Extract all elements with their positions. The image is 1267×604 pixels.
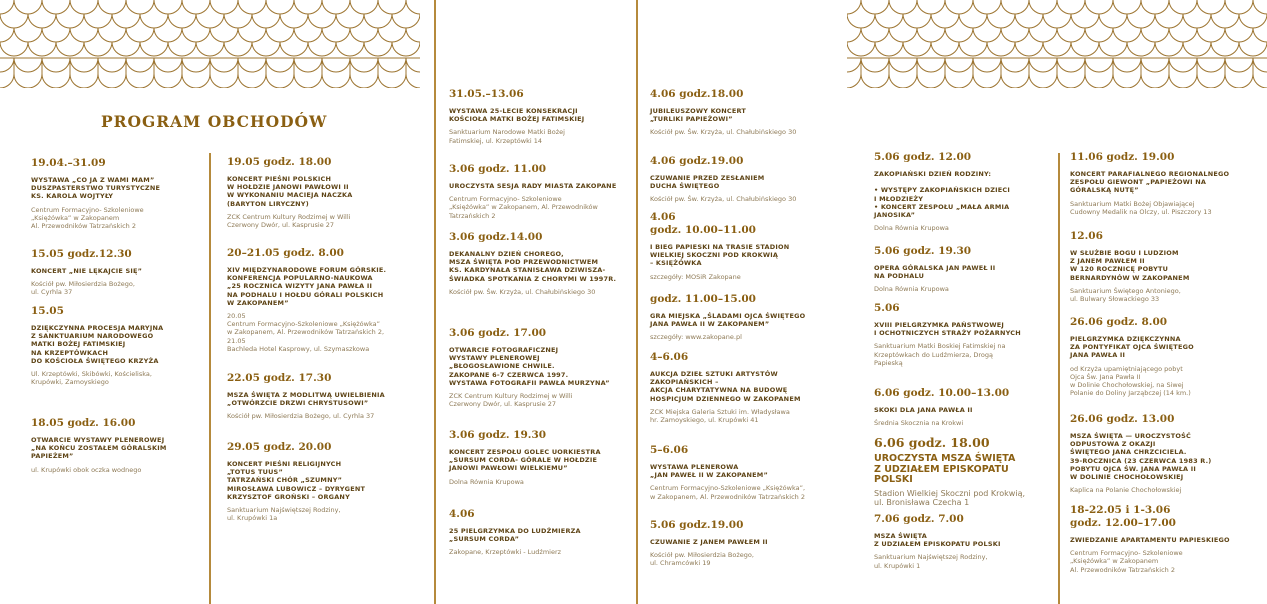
event-entry bbox=[650, 155, 850, 204]
event-date: 26.06 godz. 8.00 bbox=[1070, 316, 1168, 328]
event-date: 26.06 godz. 13.00 bbox=[1070, 413, 1175, 425]
event-date: 20–21.05 godz. 8.00 bbox=[227, 247, 344, 259]
event-place: Centrum Formacyjno-Szkoleniowe „Księżówka”, w Zakopanem, Al. Przewodników Tatrzańskich 2 bbox=[650, 484, 806, 501]
event-entry bbox=[650, 519, 850, 568]
event-place: Kościół pw. Miłosierdzia Bożego, ul. Cyrhla 37 bbox=[227, 412, 375, 421]
event-date: 6.06 godz. 18.00 bbox=[874, 435, 990, 450]
event-title: WYSTAWA PLENEROWA „JAN PAWEŁ II W ZAKOPANEM” bbox=[650, 463, 768, 480]
event-date: 3.06 godz. 19.30 bbox=[449, 429, 547, 441]
event-place: Stadion Wielkiej Skoczni pod Krokwią, ul. Bronisława Czecha 1 bbox=[874, 488, 1026, 507]
event-date: 29.05 godz. 20.00 bbox=[227, 441, 332, 453]
event-title: ZAKOPIAŃSKI DZIEŃ RODZINY: • WYSTĘPY ZAKOPIAŃSKICH DZIECI I MŁODZIEŻY • KONCERT ZESPOŁU „MAŁA ARMIA JANOSIKA” bbox=[874, 170, 1011, 220]
event-date: 18.05 godz. 16.00 bbox=[31, 417, 136, 429]
event-place: Sanktuarium Najświętszej Rodziny, ul. Krupówki 1 bbox=[874, 553, 988, 570]
event-entry bbox=[874, 302, 1054, 367]
event-entry bbox=[874, 151, 1054, 232]
event-entry bbox=[449, 163, 634, 220]
event-place: Kościół pw. Św. Krzyża, ul. Chałubińskiego 30 bbox=[650, 128, 797, 137]
event-title: OTWARCIE FOTOGRAFICZNEJ WYSTAWY PLENEROWEJ „BŁOGOSŁAWIONE CHWILE. ZAKOPANE 6-7 CZERWCA 1997. WYSTAWA FOTOGRAFII PAWŁA MURZYNA” bbox=[449, 346, 610, 387]
event-date: 5.06 bbox=[874, 302, 900, 314]
event-date: 5.06 godz.19.00 bbox=[650, 519, 744, 531]
event-entry bbox=[874, 245, 1054, 294]
event-entry bbox=[449, 231, 634, 296]
event-entry bbox=[650, 444, 850, 501]
event-title: KONCERT ZESPOŁU GOLEC UORKIESTRA „SURSUM CORDA- GÓRALE W HOŁDZIE JANOWI PAWŁOWI WIELKIEMU” bbox=[449, 448, 601, 473]
event-title: WYSTAWA 25-LECIE KONSEKRACJI KOŚCIOŁA MATKI BOŻEJ FATIMSKIEJ bbox=[449, 107, 585, 124]
event-title: DEKANALNY DZIEŃ CHOREGO, MSZA ŚWIĘTA POD PRZEWODNICTWEM KS. KARDYNAŁA STANISŁAWA DZIWISZA- ŚWIADKA SPOTKANIA Z CHORYMI W 1997R. bbox=[449, 250, 617, 283]
event-title: GRA MIEJSKA „ŚLADAMI OJCA ŚWIĘTEGO JANA PAWŁA II W ZAKOPANEM” bbox=[650, 312, 806, 329]
divider bbox=[636, 0, 638, 604]
event-title: I BIEG PAPIESKI NA TRASIE STADION WIELKIEJ SKOCZNI POD KROKWIĄ – KSIĘŻÓWKA bbox=[650, 243, 790, 268]
event-entry bbox=[874, 513, 1054, 570]
event-entry bbox=[449, 508, 634, 557]
event-place: Sanktuarium Matki Boskiej Fatimskiej na Krzeptówkach do Ludźmierza, Drogą Papieską bbox=[874, 342, 1006, 367]
event-place: Kościół pw. Miłosierdzia Bożego, ul. Chramcówki 19 bbox=[650, 551, 754, 568]
event-entry bbox=[31, 417, 206, 474]
event-entry bbox=[449, 429, 634, 486]
event-title: AUKCJA DZIEŁ SZTUKI ARTYSTÓW ZAKOPIAŃSKICH – AKCJA CHARYTATYWNA NA BUDOWĘ HOSPICJUM DZIENNEGO W ZAKOPANEM bbox=[650, 370, 801, 403]
event-place: Średnia Skocznia na Krokwi bbox=[874, 419, 964, 428]
event-title: MSZA ŚWIĘTA Z UDZIAŁEM EPISKOPATU POLSKI bbox=[874, 532, 1001, 549]
event-entry bbox=[1070, 316, 1265, 397]
event-title: OPERA GÓRALSKA JAN PAWEŁ II NA PODHALU bbox=[874, 264, 996, 281]
event-date: 5–6.06 bbox=[650, 444, 689, 456]
event-place: Centrum Formacyjno- Szkoleniowe „Księżówka” w Zakopanem Al. Przewodników Tatrzańskich 2 bbox=[31, 205, 144, 231]
event-date: 4.06 godz.19.00 bbox=[650, 155, 744, 167]
event-title: XIV MIĘDZYNARODOWE FORUM GÓRSKIE. KONFERENCJA POPULARNO-NAUKOWA „25 ROCZNICA WIZYTY JANA PAWŁA II NA PODHALU I HOŁDU GÓRALI POLSKICH W ZAKOPANEM” bbox=[227, 266, 387, 307]
event-place: szczegóły: MOSiR Zakopane bbox=[650, 272, 741, 281]
event-title: MSZA ŚWIĘTA — UROCZYSTOŚĆ ODPUSTOWA Z OKAZJI ŚWIĘTEGO JANA CHRZCICIELA. 39-ROCZNICA (23 CZERWCA 1983 R.) POBYTU OJCA ŚW. JANA PAWŁA II W DOLINIE CHOCHOŁOWSKIEJ bbox=[1070, 432, 1212, 482]
event-date: godz. 11.00–15.00 bbox=[650, 293, 756, 305]
event-title: W SŁUŻBIE BOGU I LUDZIOM Z JANEM PAWŁEM II W 120 ROCZNICĘ POBYTU BERNARDYNÓW W ZAKOPANEM bbox=[1070, 249, 1190, 282]
event-place: Centrum Formacyjno- Szkoleniowe „Księżówka” w Zakopanem Al. Przewodników Tatrzańskich 2 bbox=[1070, 549, 1183, 574]
event-place: od Krzyża upamiętniającego pobyt Ojca Św. Jana Pawła II w Dolinie Chochołowskiej, na Siwej Polanie do Doliny Jarząbczej (14 km.) bbox=[1070, 364, 1191, 398]
page-title: PROGRAM OBCHODÓW bbox=[101, 112, 328, 131]
event-entry bbox=[874, 387, 1054, 427]
event-place: Dolna Równia Krupowa bbox=[874, 224, 949, 233]
event-place: Sanktuarium Najświętszej Rodziny, ul. Krupówki 1a bbox=[227, 506, 341, 523]
event-entry bbox=[227, 156, 432, 229]
event-title: UROCZYSTA MSZA ŚWIĘTA Z UDZIAŁEM EPISKOPATU POLSKI bbox=[874, 453, 1016, 485]
event-date: 3.06 godz. 17.00 bbox=[449, 327, 547, 339]
event-place: Centrum Formacyjno- Szkoleniowe „Księżówka” w Zakopanem, Al. Przewodników Tatrzańskich 2 bbox=[449, 195, 598, 220]
event-date: 15.05 bbox=[31, 305, 64, 317]
event-entry bbox=[227, 441, 432, 522]
event-entry bbox=[1070, 413, 1265, 494]
event-place: Kościół pw. Św. Krzyża, ul. Chałubińskiego 30 bbox=[449, 287, 596, 296]
program-column-6 bbox=[1070, 0, 1265, 604]
event-title: JUBILEUSZOWY KONCERT „TURLIKI PAPIEŻOWI” bbox=[650, 107, 747, 124]
event-entry bbox=[650, 211, 850, 281]
program-column-2 bbox=[227, 0, 432, 604]
event-title: CZUWANIE PRZED ZESŁANIEM DUCHA ŚWIĘTEGO bbox=[650, 174, 765, 191]
event-time: godz. 10.00–11.00 bbox=[650, 224, 756, 236]
event-place: ZCK Centrum Kultury Rodzimej w Willi Czerwony Dwór, ul. Kasprusie 27 bbox=[449, 392, 573, 409]
event-place: Kościół pw. Miłosierdzia Bożego, ul. Cyrhla 37 bbox=[31, 280, 135, 297]
event-date: 22.05 godz. 17.30 bbox=[227, 372, 332, 384]
event-entry bbox=[1070, 504, 1265, 574]
event-title: MSZA ŚWIĘTA Z MODLITWĄ UWIELBIENIA „OTWÓRZCIE DRZWI CHRYSTUSOWI” bbox=[227, 391, 385, 408]
event-place: Dolna Równia Krupowa bbox=[874, 285, 949, 294]
event-date: 4.06 bbox=[650, 211, 676, 223]
event-place: Sanktuarium Matki Bożej Objawiającej Cudowny Medalik na Olczy, ul. Piszczory 13 bbox=[1070, 199, 1212, 216]
event-date: 4–6.06 bbox=[650, 351, 689, 363]
event-entry bbox=[874, 435, 1054, 508]
event-entry bbox=[1070, 230, 1265, 303]
event-entry bbox=[1070, 151, 1265, 216]
event-place: Kościół pw. Św. Krzyża, ul. Chałubińskiego 30 bbox=[650, 195, 797, 204]
event-title: KONCERT PIEŚNI POLSKICH W HOŁDZIE JANOWI PAWŁOWI II W WYKONANIU MACIEJA NACZKA (BARYTON LIRYCZNY) bbox=[227, 175, 353, 208]
event-entry bbox=[227, 372, 432, 421]
event-entry bbox=[227, 247, 432, 353]
divider bbox=[434, 0, 436, 604]
event-title: 25 PIELGRZYMKA DO LUDŹMIERZA „SURSUM CORDA” bbox=[449, 527, 581, 544]
event-place: ZCK Miejska Galeria Sztuki im. Władysława hr. Zamoyskiego, ul. Krupówki 41 bbox=[650, 407, 790, 425]
event-date: 5.06 godz. 12.00 bbox=[874, 151, 972, 163]
event-date: 7.06 godz. 7.00 bbox=[874, 513, 964, 525]
event-place: Sanktuarium Narodowe Matki Bożej Fatimskiej, ul. Krzeptówki 14 bbox=[449, 128, 565, 145]
program-column-3 bbox=[449, 0, 634, 604]
event-title: CZUWANIE Z JANEM PAWŁEM II bbox=[650, 538, 768, 546]
event-date: 12.06 bbox=[1070, 230, 1103, 242]
event-date: 3.06 godz.14.00 bbox=[449, 231, 543, 243]
event-date: 6.06 godz. 10.00–13.00 bbox=[874, 387, 1010, 399]
event-entry bbox=[650, 293, 850, 342]
event-place: ul. Krupówki obok oczka wodnego bbox=[31, 465, 142, 474]
event-place: Ul. Krzeptówki, Skibówki, Kościeliska, Krupówki, Zamoyskiego bbox=[31, 370, 152, 387]
divider bbox=[209, 153, 211, 604]
event-title: OTWARCIE WYSTAWY PLENEROWEJ „NA KOŃCU ZOSTAŁEM GÓRALSKIM PAPIEŻEM” bbox=[31, 436, 167, 461]
event-date: 19.04.–31.09 bbox=[31, 157, 106, 169]
event-place: szczegóły: www.zakopane.pl bbox=[650, 333, 742, 342]
event-date: 5.06 godz. 19.30 bbox=[874, 245, 972, 257]
divider bbox=[1058, 153, 1060, 604]
event-place: Kaplica na Polanie Chochołowskiej bbox=[1070, 486, 1182, 495]
program-column-5 bbox=[874, 0, 1054, 604]
event-title: KONCERT PARAFIALNEGO REGIONALNEGO ZESPOŁU GIEWONT „PAPIEŻOWI NA GÓRALSKĄ NUTĘ” bbox=[1070, 170, 1230, 195]
event-entry bbox=[449, 88, 634, 145]
program-column-1 bbox=[31, 0, 206, 604]
event-date: 19.05 godz. 18.00 bbox=[227, 156, 332, 168]
event-entry bbox=[31, 157, 206, 230]
event-title: KONCERT „NIE LĘKAJCIE SIĘ” bbox=[31, 267, 143, 275]
event-title: UROCZYSTA SESJA RADY MIASTA ZAKOPANE bbox=[449, 182, 617, 190]
event-date: 4.06 bbox=[449, 508, 475, 520]
event-title: SKOKI DLA JANA PAWŁA II bbox=[874, 406, 973, 414]
event-entry bbox=[449, 327, 634, 408]
event-entry bbox=[31, 248, 206, 297]
event-title: PIELGRZYMKA DZIĘKCZYNNA ZA PONTYFIKAT OJCA ŚWIĘTEGO JANA PAWŁA II bbox=[1070, 335, 1194, 360]
event-title: DZIĘKCZYNNA PROCESJA MARYJNA Z SANKTUARIUM NARODOWEGO MATKI BOŻEJ FATIMSKIEJ NA KRZEPTÓWKACH DO KOŚCIOŁA ŚWIĘTEGO KRZYŻA bbox=[31, 324, 164, 365]
event-place: Sanktuarium Świętego Antoniego, ul. Bulwary Słowackiego 33 bbox=[1070, 286, 1181, 304]
event-title: XVIII PIELGRZYMKA PAŃSTWOWEJ I OCHOTNICZYCH STRAŻY POŻARNYCH bbox=[874, 321, 1021, 338]
event-date: 31.05.–13.06 bbox=[449, 88, 524, 100]
event-date: 4.06 godz.18.00 bbox=[650, 88, 744, 100]
event-place: ZCK Centrum Kultury Rodzimej w Willi Czerwony Dwór, ul. Kasprusie 27 bbox=[227, 212, 351, 230]
event-title: WYSTAWA „CO JA Z WAMI MAM” DUSZPASTERSTWO TURYSTYCZNE KS. KAROLA WOJTYŁY bbox=[31, 176, 161, 201]
event-date: 15.05 godz.12.30 bbox=[31, 248, 132, 260]
event-place: Zakopane, Krzeptówki - Ludźmierz bbox=[449, 548, 562, 557]
event-entry bbox=[650, 351, 850, 424]
event-date: 18-22.05 i 1-3.06 bbox=[1070, 504, 1171, 516]
event-place: Dolna Równia Krupowa bbox=[449, 477, 524, 486]
event-title: KONCERT PIEŚNI RELIGIJNYCH „TOTUS TUUS” TATRZAŃSKI CHÓR „SZUMNY” MIROSŁAWA LUBOWICZ – DYRYGENT KRZYSZTOF GROŃSKI – ORGANY bbox=[227, 460, 366, 501]
event-entry bbox=[31, 305, 206, 386]
event-title: ZWIEDZANIE APARTAMENTU PAPIESKIEGO bbox=[1070, 536, 1230, 544]
event-place: 20.05 Centrum Formacyjno-Szkoleniowe „Księżówka” w Zakopanem, Al. Przewodników Tatrzańskich 2, 21.05 Bachleda Hotel Kasprowy, ul. Szymaszkowa bbox=[227, 312, 385, 353]
event-entry bbox=[650, 88, 850, 137]
program-column-4 bbox=[650, 0, 850, 604]
event-date: 3.06 godz. 11.00 bbox=[449, 163, 547, 175]
event-time: godz. 12.00–17.00 bbox=[1070, 517, 1176, 529]
event-date: 11.06 godz. 19.00 bbox=[1070, 151, 1175, 163]
